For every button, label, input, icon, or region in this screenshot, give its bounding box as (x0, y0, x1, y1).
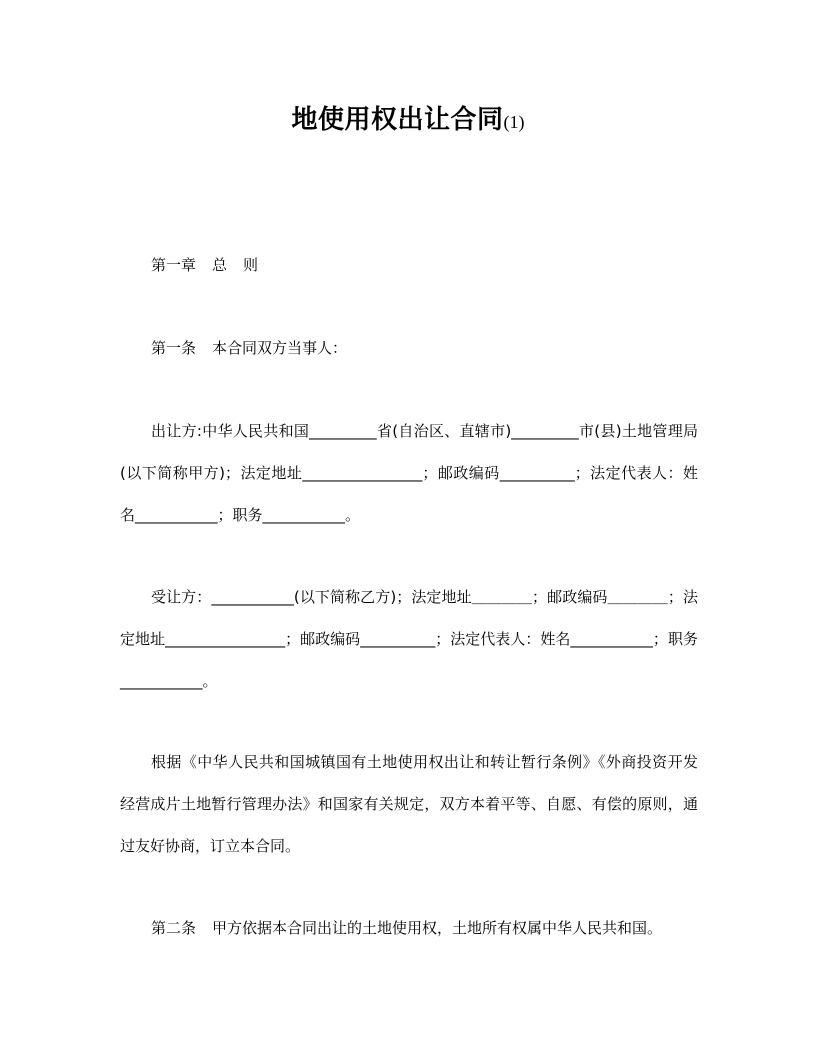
document-title (0, 99, 816, 136)
article-1 (120, 327, 698, 369)
article-2-label: 第二条 (151, 919, 197, 937)
title-suffix: (1) (503, 112, 525, 132)
article-1-label: 第一条 (151, 339, 197, 357)
article-2-text: 甲方依据本合同出让的土地使用权，土地所有权属中华人民共和国。 (212, 919, 663, 937)
chapter-name-first: 总 (212, 256, 228, 274)
title-text: 地使用权出让合同 (291, 105, 504, 135)
transferee-paragraph: 受让方：___________(以下简称乙方)；法定地址＿＿＿＿；邮政编码＿＿＿＿；法定地址________________；邮政编码__________；法定代表人：姓名___________；职务___________。 (120, 588, 698, 690)
basis-paragraph: 根据《中华人民共和国城镇国有土地使用权出让和转让暂行条例》《外商投资开发经营成片土地暂行管理办法》和国家有关规定，双方本着平等、自愿、有偿的原则，通过友好协商，订立本合同。 (120, 753, 698, 855)
article-2 (120, 907, 698, 949)
chapter-label: 第一章 (151, 256, 197, 274)
transferor-paragraph: 出让方:中华人民共和国_________省(自治区、直辖市)_________市(县)土地管理局(以下简称甲方)；法定地址________________；邮政编码__________；法定代表人：姓名___________；职务___________。 (120, 422, 698, 524)
article-1-text: 本合同双方当事人： (212, 339, 348, 357)
chapter-heading (120, 244, 698, 286)
chapter-name-second: 则 (243, 256, 259, 274)
